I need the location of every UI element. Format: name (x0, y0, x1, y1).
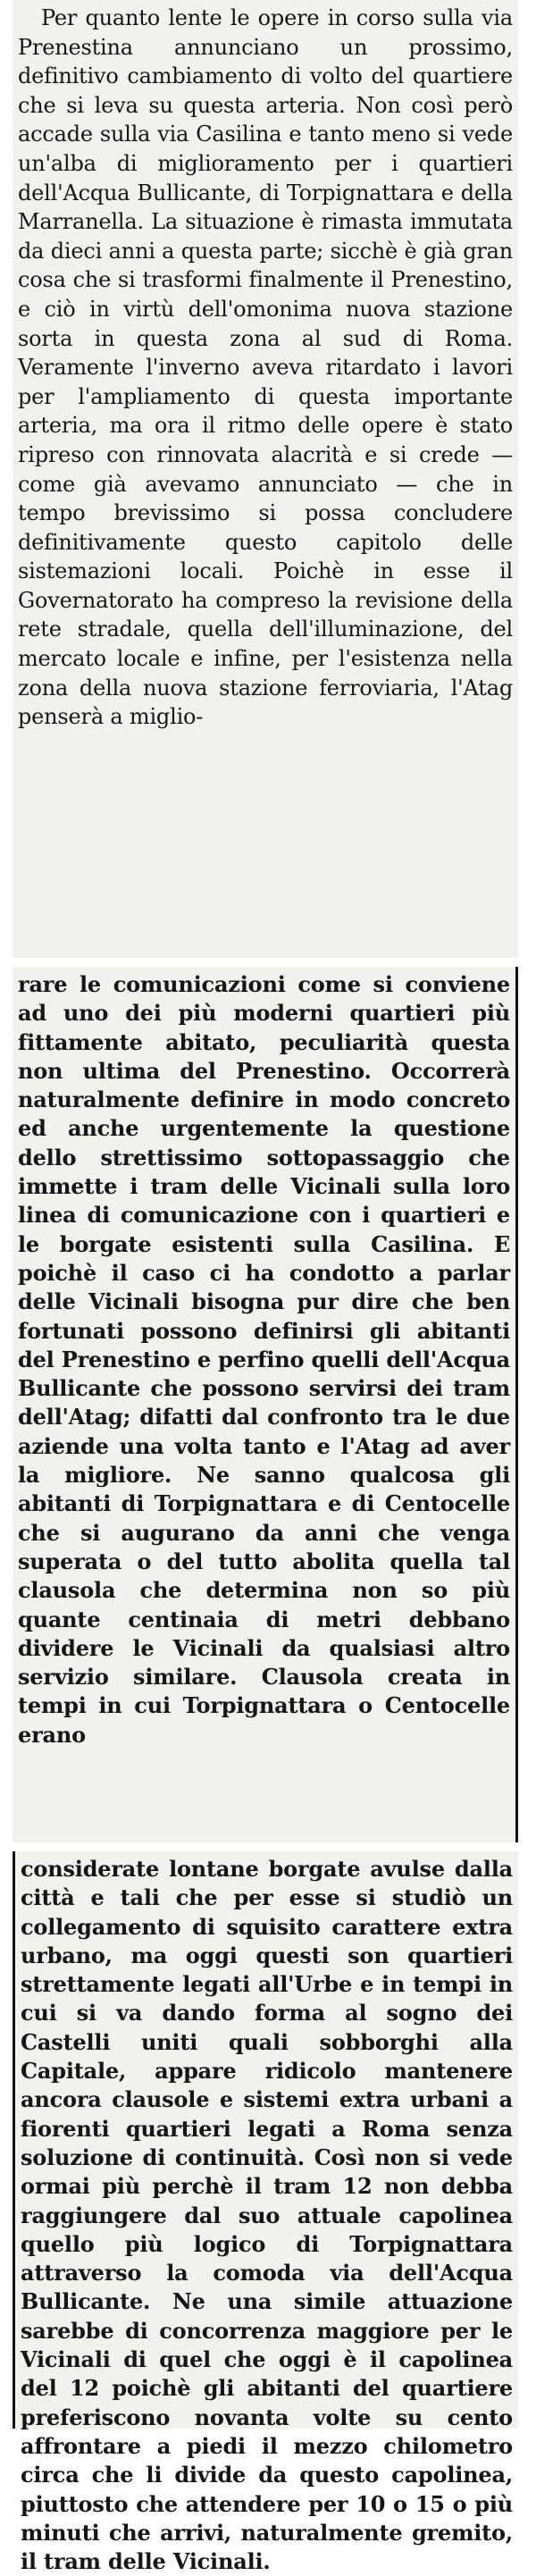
article-clipping-3 (13, 1851, 518, 2575)
article-clipping-2 (13, 967, 518, 1842)
article-clipping-1 (13, 0, 518, 958)
article-text-part-3: considerate lontane borgate avulse dalla città e tali che per esse si studiò un collegamento di squisito carattere extra urbano, ma oggi questi son quartieri strettamente legati all'Urbe e in tempi in cui si va dando forma al sogno dei Castelli uniti quali sobborghi alla Capitale, appare ridicolo mantenere ancora clausole e sistemi extra urbani a fiorenti quartieri legati a Roma senza soluzione di continuità. Così non si vede ormai più perchè il tram 12 non debba raggiungere dal suo attuale capolinea quello più logico di Torpignattara attraverso la comoda via dell'Acqua Bullicante. Ne una simile attuazione sarebbe di concorrenza maggiore per le Vicinali di quel che oggi è il capolinea del 12 poichè gli abitanti del quartiere preferiscono novanta volte su cento affrontare a piedi il mezzo chilometro circa che li divide da questo capolinea, piuttosto che attendere per 10 o 15 o più minuti che arrivi, naturalmente gremito, il tram delle Vicinali. (21, 1856, 513, 2575)
article-text-part-2: rare le comunicazioni come si conviene ad uno dei più moderni quartieri più fittamente abitato, peculiarità questa non ultima del Prenestino. Occorrerà naturalmente definire in modo concreto ed anche urgentemente la questione dello strettissimo sottopassaggio che immette i tram delle Vicinali sulla loro linea di comunicazione con i quartieri e le borgate esistenti sulla Casilina. E poichè il caso ci ha condotto a parlar delle Vicinali bisogna pur dire che ben fortunati possono definirsi gli abitanti del Prenestino e perfino quelli dell'Acqua Bullicante che possono servirsi dei tram dell'Atag; difatti dal confronto tra le due aziende una volta tanto e l'Atag ad aver la migliore. Ne sanno qualcosa gli abitanti di Torpignattara e di Centocelle che si augurano da anni che venga superata o del tutto abolita quella tal clausola che determina non so più quante centinaia di metri debbano dividere le Vicinali da qualsiasi altro servizio similare. Clausola creata in tempi in cui Torpignattara o Centocelle erano (18, 971, 510, 1748)
article-text-part-1: Per quanto lente le opere in corso sulla via Prenestina annunciano un prossimo, definitivo cambiamento di volto del quartiere che si leva su questa arteria. Non così però accade sulla via Casilina e tanto meno si vede un'alba di miglioramento per i quartieri dell'Acqua Bullicante, di Torpignattara e della Marranella. La situazione è rimasta immutata da dieci anni a questa parte; sicchè è già gran cosa che si trasformi finalmente il Prenestino, e ciò in virtù dell'omonima nuova stazione sorta in questa zona al sud di Roma. Veramente l'inverno aveva ritardato i lavori per l'ampliamento di questa importante arteria, ma ora il ritmo delle opere è stato ripreso con rinnovata alacrità e si crede — come già avevamo annunciato — che in tempo brevissimo si possa concludere definitivamente questo capitolo delle sistemazioni locali. Poichè in esse il Governatorato ha compreso la revisione della rete stradale, quella dell'illuminazione, del mercato locale e infine, per l'esistenza nella zona della nuova stazione ferroviaria, l'Atag penserà a miglio- (18, 5, 513, 730)
